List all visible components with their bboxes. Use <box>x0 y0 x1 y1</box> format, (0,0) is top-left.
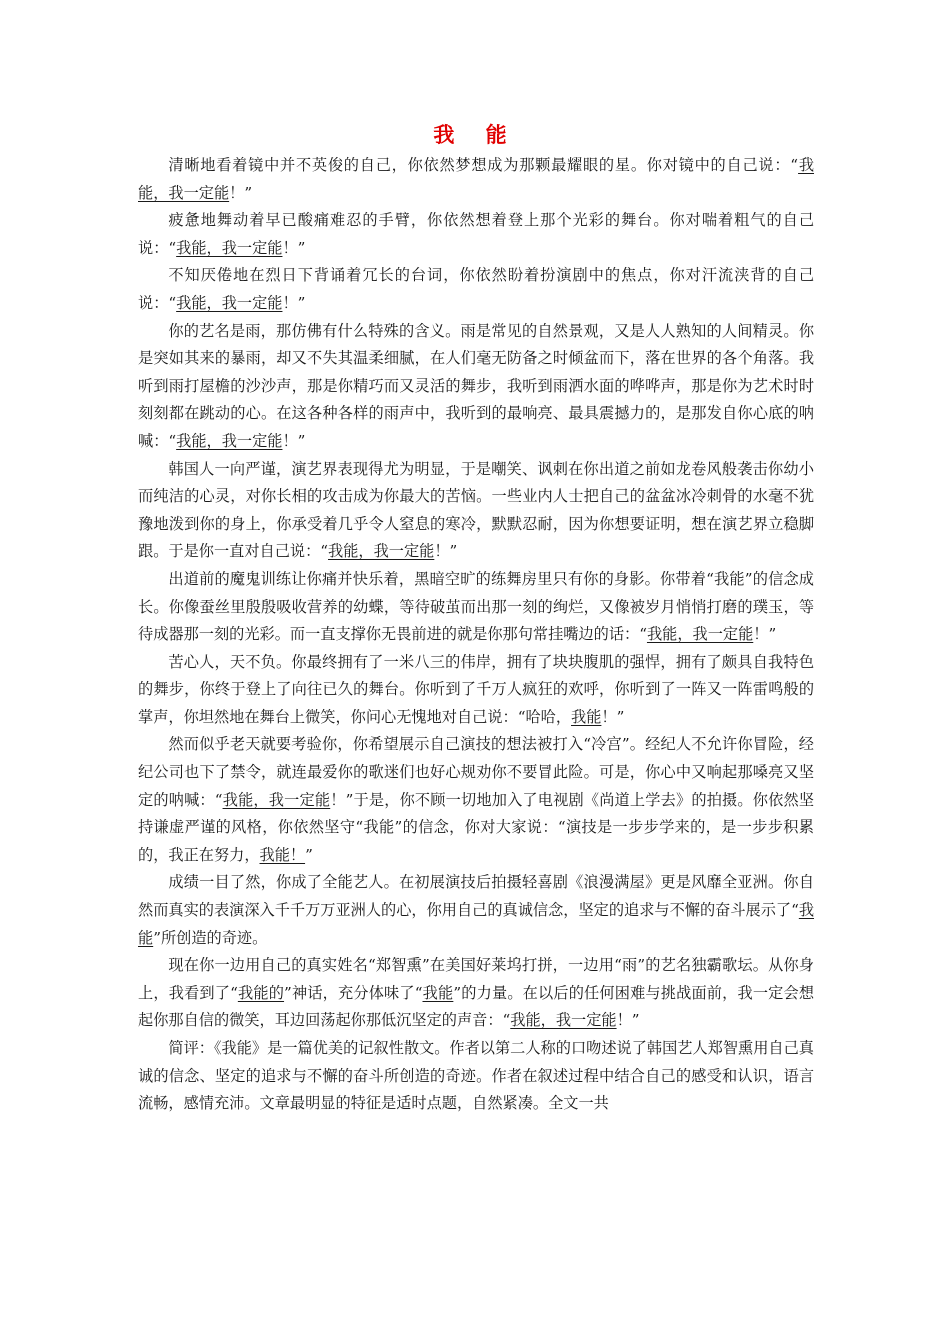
text-run: 苦心人，天不负。你最终拥有了一米八三的伟岸，拥有了块块腹肌的强悍，拥有了颇具自我特色的舞步，你终于登上了向往已久的舞台。你听到了千万人疯狂的欢呼，你听到了一阵又一阵雷鸣般的掌声，你坦然地在舞台上微笑，你问心无愧地对自己说：“哈哈， <box>138 652 814 726</box>
text-run: 成绩一目了然，你成了全能艺人。在初展演技后拍摄轻喜剧《浪漫满屋》更是风靡全亚洲。你自然而真实的表演深入千千万万亚洲人的心，你用自己的真诚信念，坚定的追求与不懈的奋斗展示了“ <box>138 873 814 920</box>
text-run: ”神话，充分体味了“ <box>284 983 423 1002</box>
paragraph <box>138 1035 814 1118</box>
paragraph <box>138 456 814 566</box>
document-title: 我 能 <box>433 123 519 147</box>
paragraph <box>138 649 814 732</box>
text-run: ！” <box>616 1011 640 1030</box>
text-run: 疲惫地舞动着早已酸痛难忍的手臂，你依然想着登上那个光彩的舞台。你对喘着粗气的自己说：“ <box>138 211 814 257</box>
text-run: ！” <box>434 542 458 561</box>
text-run: ！” <box>282 238 306 257</box>
text-run: 不知厌倦地在烈日下背诵着冗长的台词，你依然盼着扮演剧中的焦点，你对汗流浃背的自己说：“ <box>138 266 814 312</box>
paragraph <box>138 207 814 262</box>
text-run: ！” <box>282 293 306 312</box>
underlined-text: 我能，我一定能 <box>510 1011 617 1030</box>
underlined-text: 我能，我一定能 <box>176 238 283 257</box>
underlined-text: 我能！ <box>259 845 306 864</box>
text-run: 韩国人一向严谨，演艺界表现得尤为明显，于是嘲笑、讽刺在你出道之前如龙卷风般袭击你幼小而纯洁的心灵，对你长相的攻击成为你最大的苦恼。一些业内人士把自己的盆盆冰冷刺骨的水毫不犹豫地泼到你的身上，你承受着几乎令人窒息的寒冷，默默忍耐，因为你想要证明，想在演艺界立稳脚跟。于是你一直对自己说：“ <box>138 459 814 561</box>
paragraph <box>138 731 814 869</box>
text-run: 然而似乎老天就要考验你，你希望展示自己演技的想法被打入“冷宫”。经纪人不允许你冒险，经纪公司也下了禁令，就连最爱你的歌迷们也好心规劝你不要冒此险。可是，你心中又响起那嗓亮又坚定的呐喊：“ <box>138 735 814 809</box>
text-run: ”所创造的奇迹。 <box>153 928 268 947</box>
text-run: 清晰地看着镜中并不英俊的自己，你依然梦想成为那颗最耀眼的星。你对镜中的自己说：“ <box>168 156 799 174</box>
text-run: ！”于是，你不顾一切地加入了电视剧《尚道上学去》的拍摄。你依然坚持谦虚严谨的风格，你依然坚守“我能”的信念，你对大家说：“演技是一步步学来的，是一步步积累的，我正在努力， <box>138 790 815 864</box>
paragraph <box>138 152 814 207</box>
text-run: 出道前的魔鬼训练让你痛并快乐着，黑暗空旷的练舞房里只有你的身影。你带着“我能”的信念成长。你像蚕丝里殷殷吸收营养的幼蝶，等待破茧而出那一刻的绚烂，又像被岁月悄悄打磨的璞玉，等待成器那一刻的光彩。而一直支撑你无畏前进的就是你那句常挂嘴边的话：“ <box>138 569 814 644</box>
text-run: ！” <box>753 625 777 644</box>
underlined-text: 我能，我一定能 <box>176 431 283 450</box>
underlined-text: 我能，我一定能 <box>328 542 435 561</box>
underlined-text: 我能 <box>138 901 815 947</box>
document-body <box>138 152 814 1118</box>
underlined-text: 我能的 <box>237 983 285 1002</box>
underlined-text: 我能 <box>422 983 454 1002</box>
paragraph <box>138 262 814 317</box>
underlined-text: 我能 <box>571 707 602 726</box>
text-run: ！” <box>282 431 306 450</box>
underlined-text: 我能，我一定能 <box>646 625 754 644</box>
paragraph <box>138 318 814 456</box>
paragraph <box>138 566 814 649</box>
text-run: ”的力量。在以后的任何困难与挑战面前，我一定会想起你那自信的微笑，耳边回荡起你那低沉坚定的声音：“ <box>138 983 815 1030</box>
text-run: ！” <box>601 707 625 726</box>
text-run: 你的艺名是雨，那仿佛有什么特殊的含义。雨是常见的自然景观，又是人人熟知的人间精灵。你是突如其来的暴雨，却又不失其温柔细腻，在人们毫无防备之时倾盆而下，落在世界的各个角落。我听到雨打屋檐的沙沙声，那是你精巧而又灵活的舞步，我听到雨洒水面的哗哗声，那是你为艺术时时刻刻都在跳动的心。在这各种各样的雨声中，我听到的最响亮、最具震撼力的，是那发自你心底的呐喊：“ <box>138 321 814 450</box>
underlined-text: 我能，我一定能 <box>176 293 283 312</box>
text-run: ！” <box>229 183 253 202</box>
paragraph <box>138 869 814 952</box>
text-run: 简评：《我能》是一篇优美的记叙性散文。作者以第二人称的口吻述说了韩国艺人郑智熏用自己真诚的信念、坚定的追求与不懈的奋斗所创造的奇迹。作者在叙述过程中结合自己的感受和认识，语言流畅，感情充沛。文章最明显的特征是适时点题，自然紧凑。全文一共 <box>138 1039 814 1113</box>
paragraph <box>138 952 814 1035</box>
underlined-text: 我能，我一定能 <box>138 156 815 202</box>
text-run: ” <box>305 845 313 864</box>
text-run: 现在你一边用自己的真实姓名“郑智熏”在美国好莱坞打拼，一边用“雨”的艺名独霸歌坛。从你身上，我看到了“ <box>138 956 814 1002</box>
underlined-text: 我能，我一定能 <box>222 790 331 809</box>
